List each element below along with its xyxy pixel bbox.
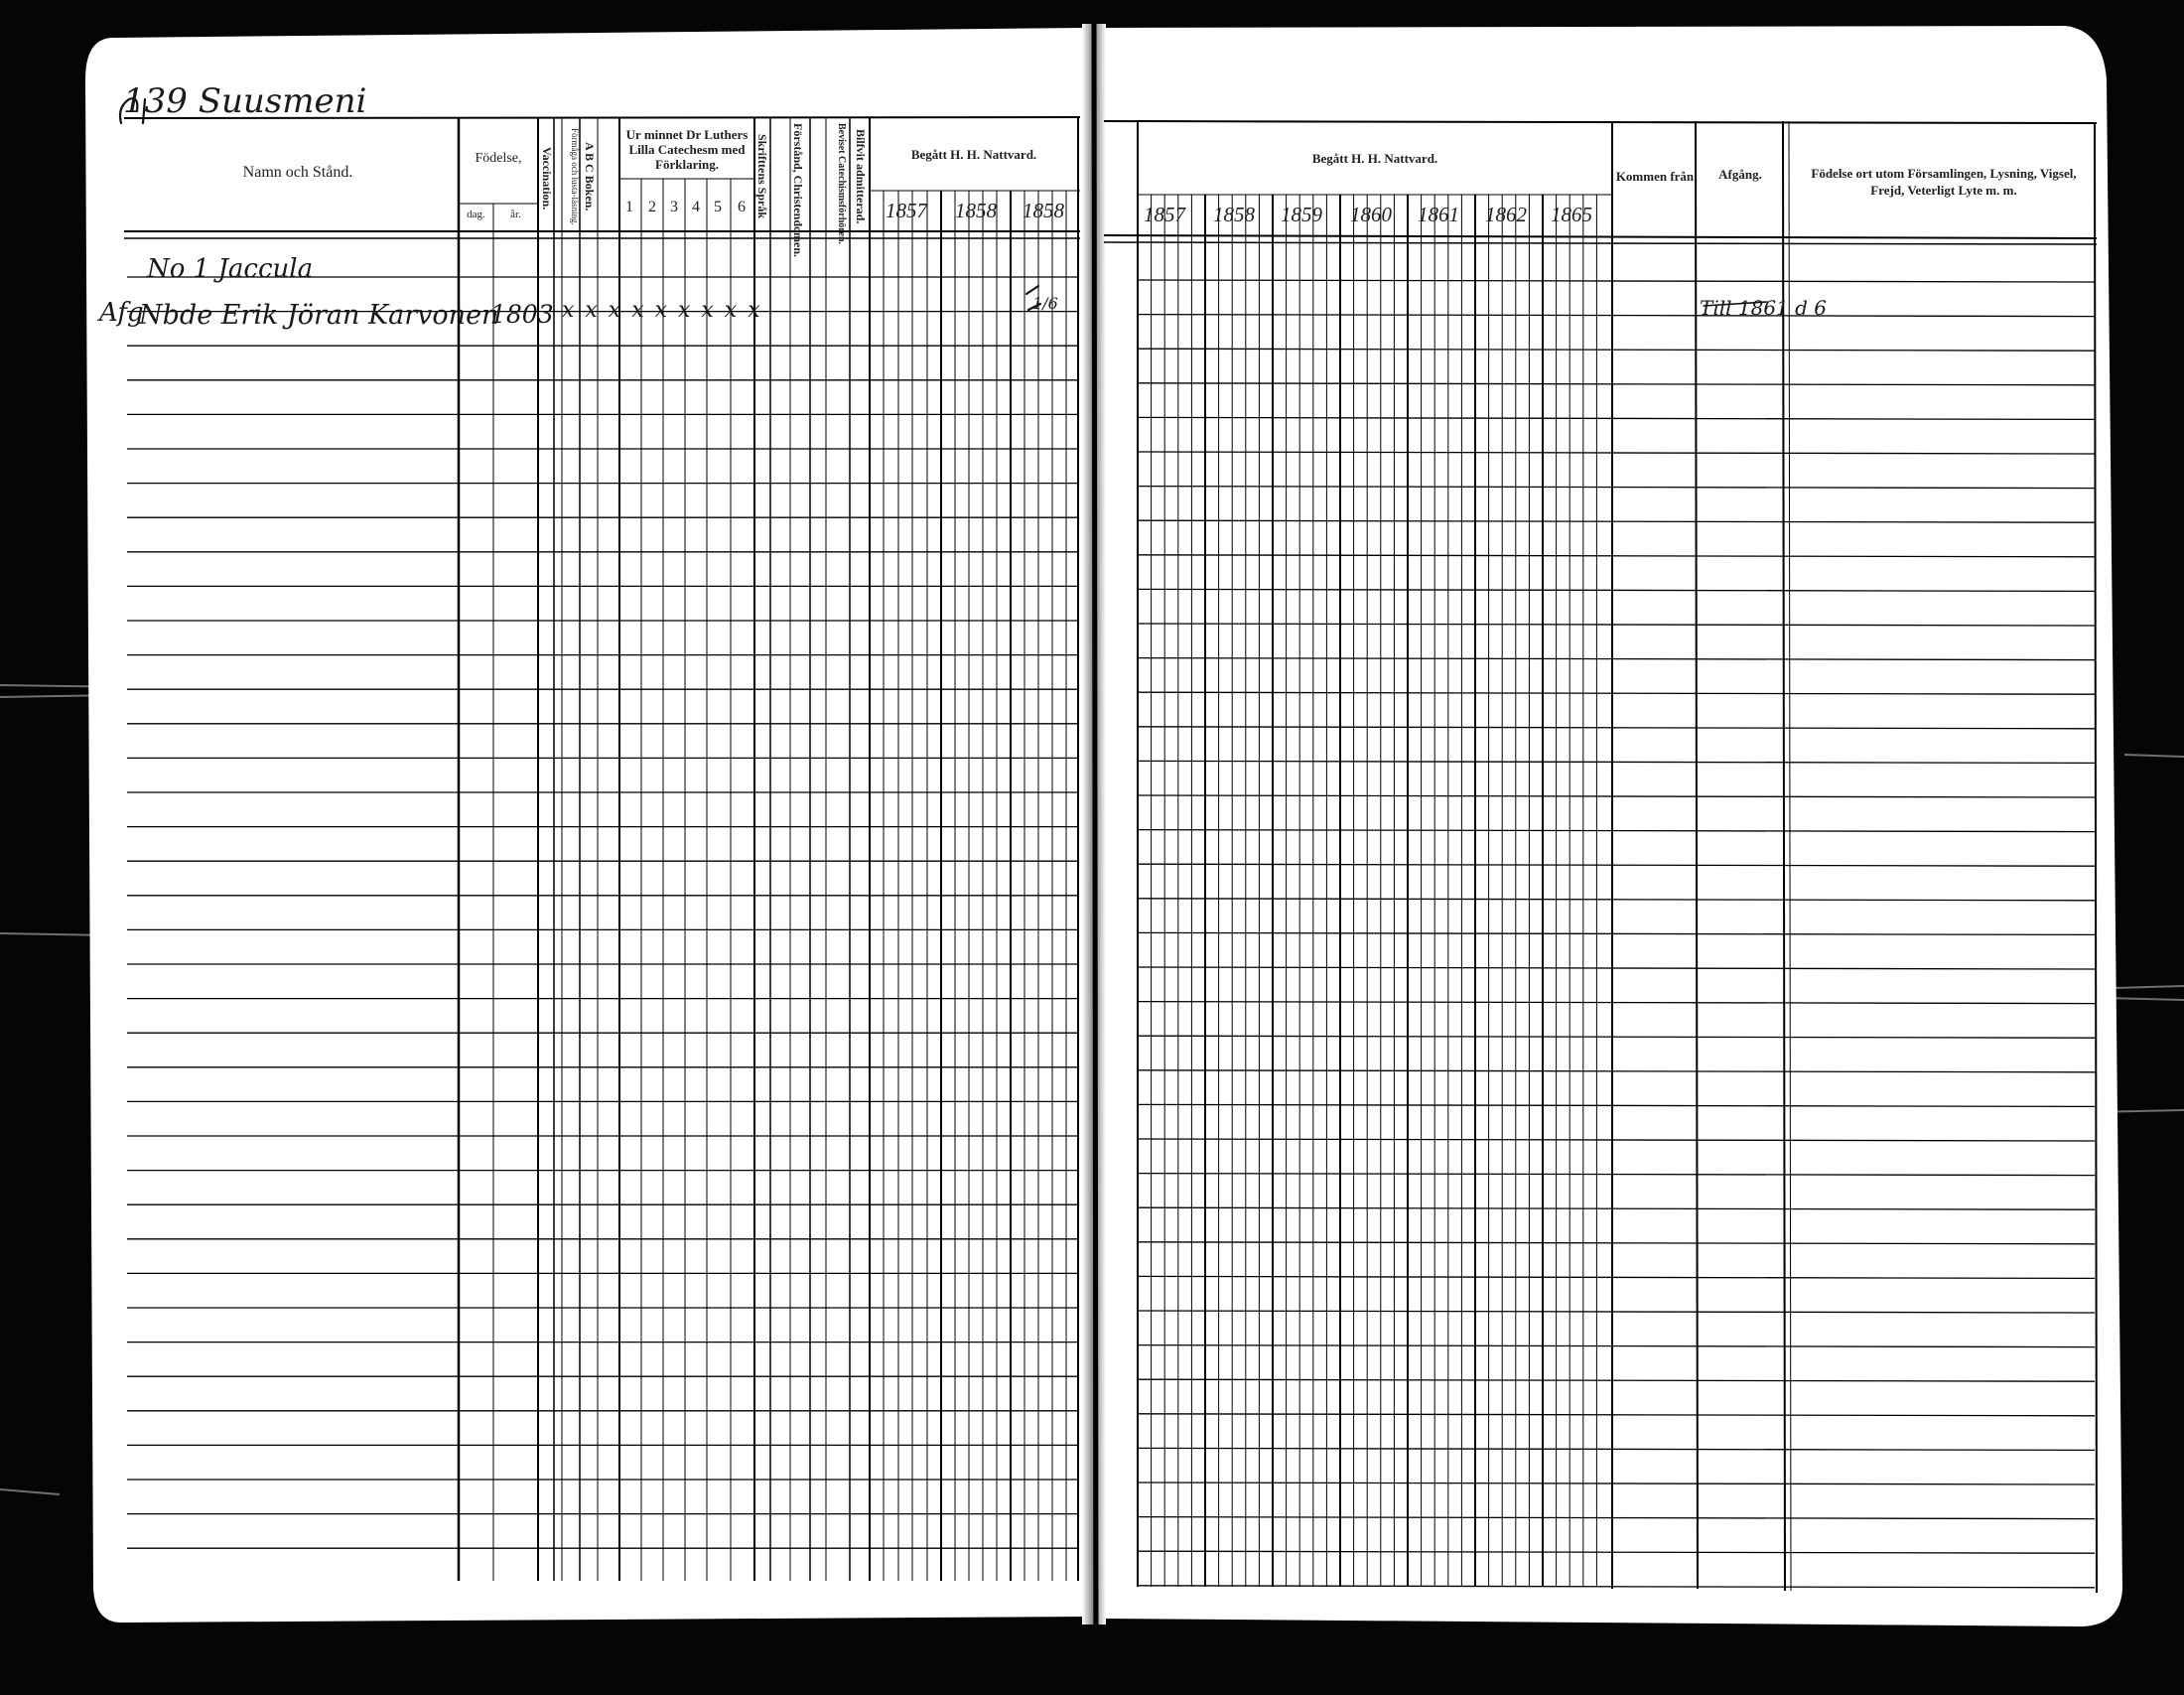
entry-name: Nbde Erik Jöran Karvonen [139, 300, 499, 331]
communion-year-right-1: 1857 [1144, 203, 1185, 226]
catechism-col-1: 1 [625, 199, 633, 215]
catechism-col-6: 6 [738, 199, 746, 215]
header-birth-day: dag. [467, 209, 485, 220]
catechism-col-5: 5 [714, 199, 722, 215]
header-writing: Skrifttens Språk [755, 134, 769, 219]
communion-year-left-1: 1857 [886, 199, 927, 222]
entry-header-line: No 1 Jaccula [147, 254, 314, 284]
header-catechism-exam: Beviset Catechismsförhören. [836, 123, 847, 245]
communion-year-left-3: 1858 [1023, 199, 1064, 222]
entry-departure: Till 1861 d 6 [1700, 296, 1828, 320]
header-reading: Förmåga och lusta-läsning. [570, 128, 580, 225]
catechism-col-4: 4 [692, 199, 700, 215]
header-communion-right: Begått H. H. Nattvard. [1311, 151, 1438, 166]
entry-birth-year: 1803 [490, 300, 554, 329]
communion-year-right-4: 1860 [1350, 203, 1392, 226]
header-luther-catechism: Ur minnet Dr Luthers Lilla Catechesm med Förklaring. [625, 127, 749, 172]
header-name: Namn och Stånd. [242, 164, 353, 181]
communion-year-right-6: 1862 [1485, 203, 1527, 226]
communion-year-right-7: 1865 [1551, 203, 1592, 226]
communion-year-right-2: 1858 [1213, 203, 1255, 226]
header-abc-book: A B C Boken. [583, 142, 597, 212]
header-communion-left: Begått H. H. Nattvard. [910, 147, 1037, 162]
catechism-col-2: 2 [648, 199, 656, 215]
communion-year-right-3: 1859 [1281, 203, 1322, 226]
header-came-from: Kommen från [1615, 169, 1695, 184]
communion-year-left-2: 1858 [955, 199, 997, 222]
header-christianity: Förstånd, Christendomen. [791, 123, 805, 258]
entry-marks: x x x x x x x x x [562, 298, 762, 323]
catechism-col-3: 3 [670, 199, 678, 215]
header-notes: Födelse ort utom Församlingen, Lysning, Vigsel, Frejd, Veterligt Lyte m. m. [1811, 166, 2077, 198]
entry-communion-mark: 1/6 [1032, 294, 1058, 313]
entry-margin-mark: Afg [99, 298, 144, 328]
header-birth-year: år. [510, 209, 521, 220]
header-communion-admitted: Bilfvit admitterad. [854, 129, 868, 224]
page-heading: 139 Suusmeni [123, 81, 367, 121]
header-departure: Afgång. [1718, 167, 1762, 182]
header-birth: Födelse, [475, 151, 522, 166]
communion-year-right-5: 1861 [1418, 203, 1459, 226]
header-vaccination: Vaccination. [540, 147, 554, 211]
